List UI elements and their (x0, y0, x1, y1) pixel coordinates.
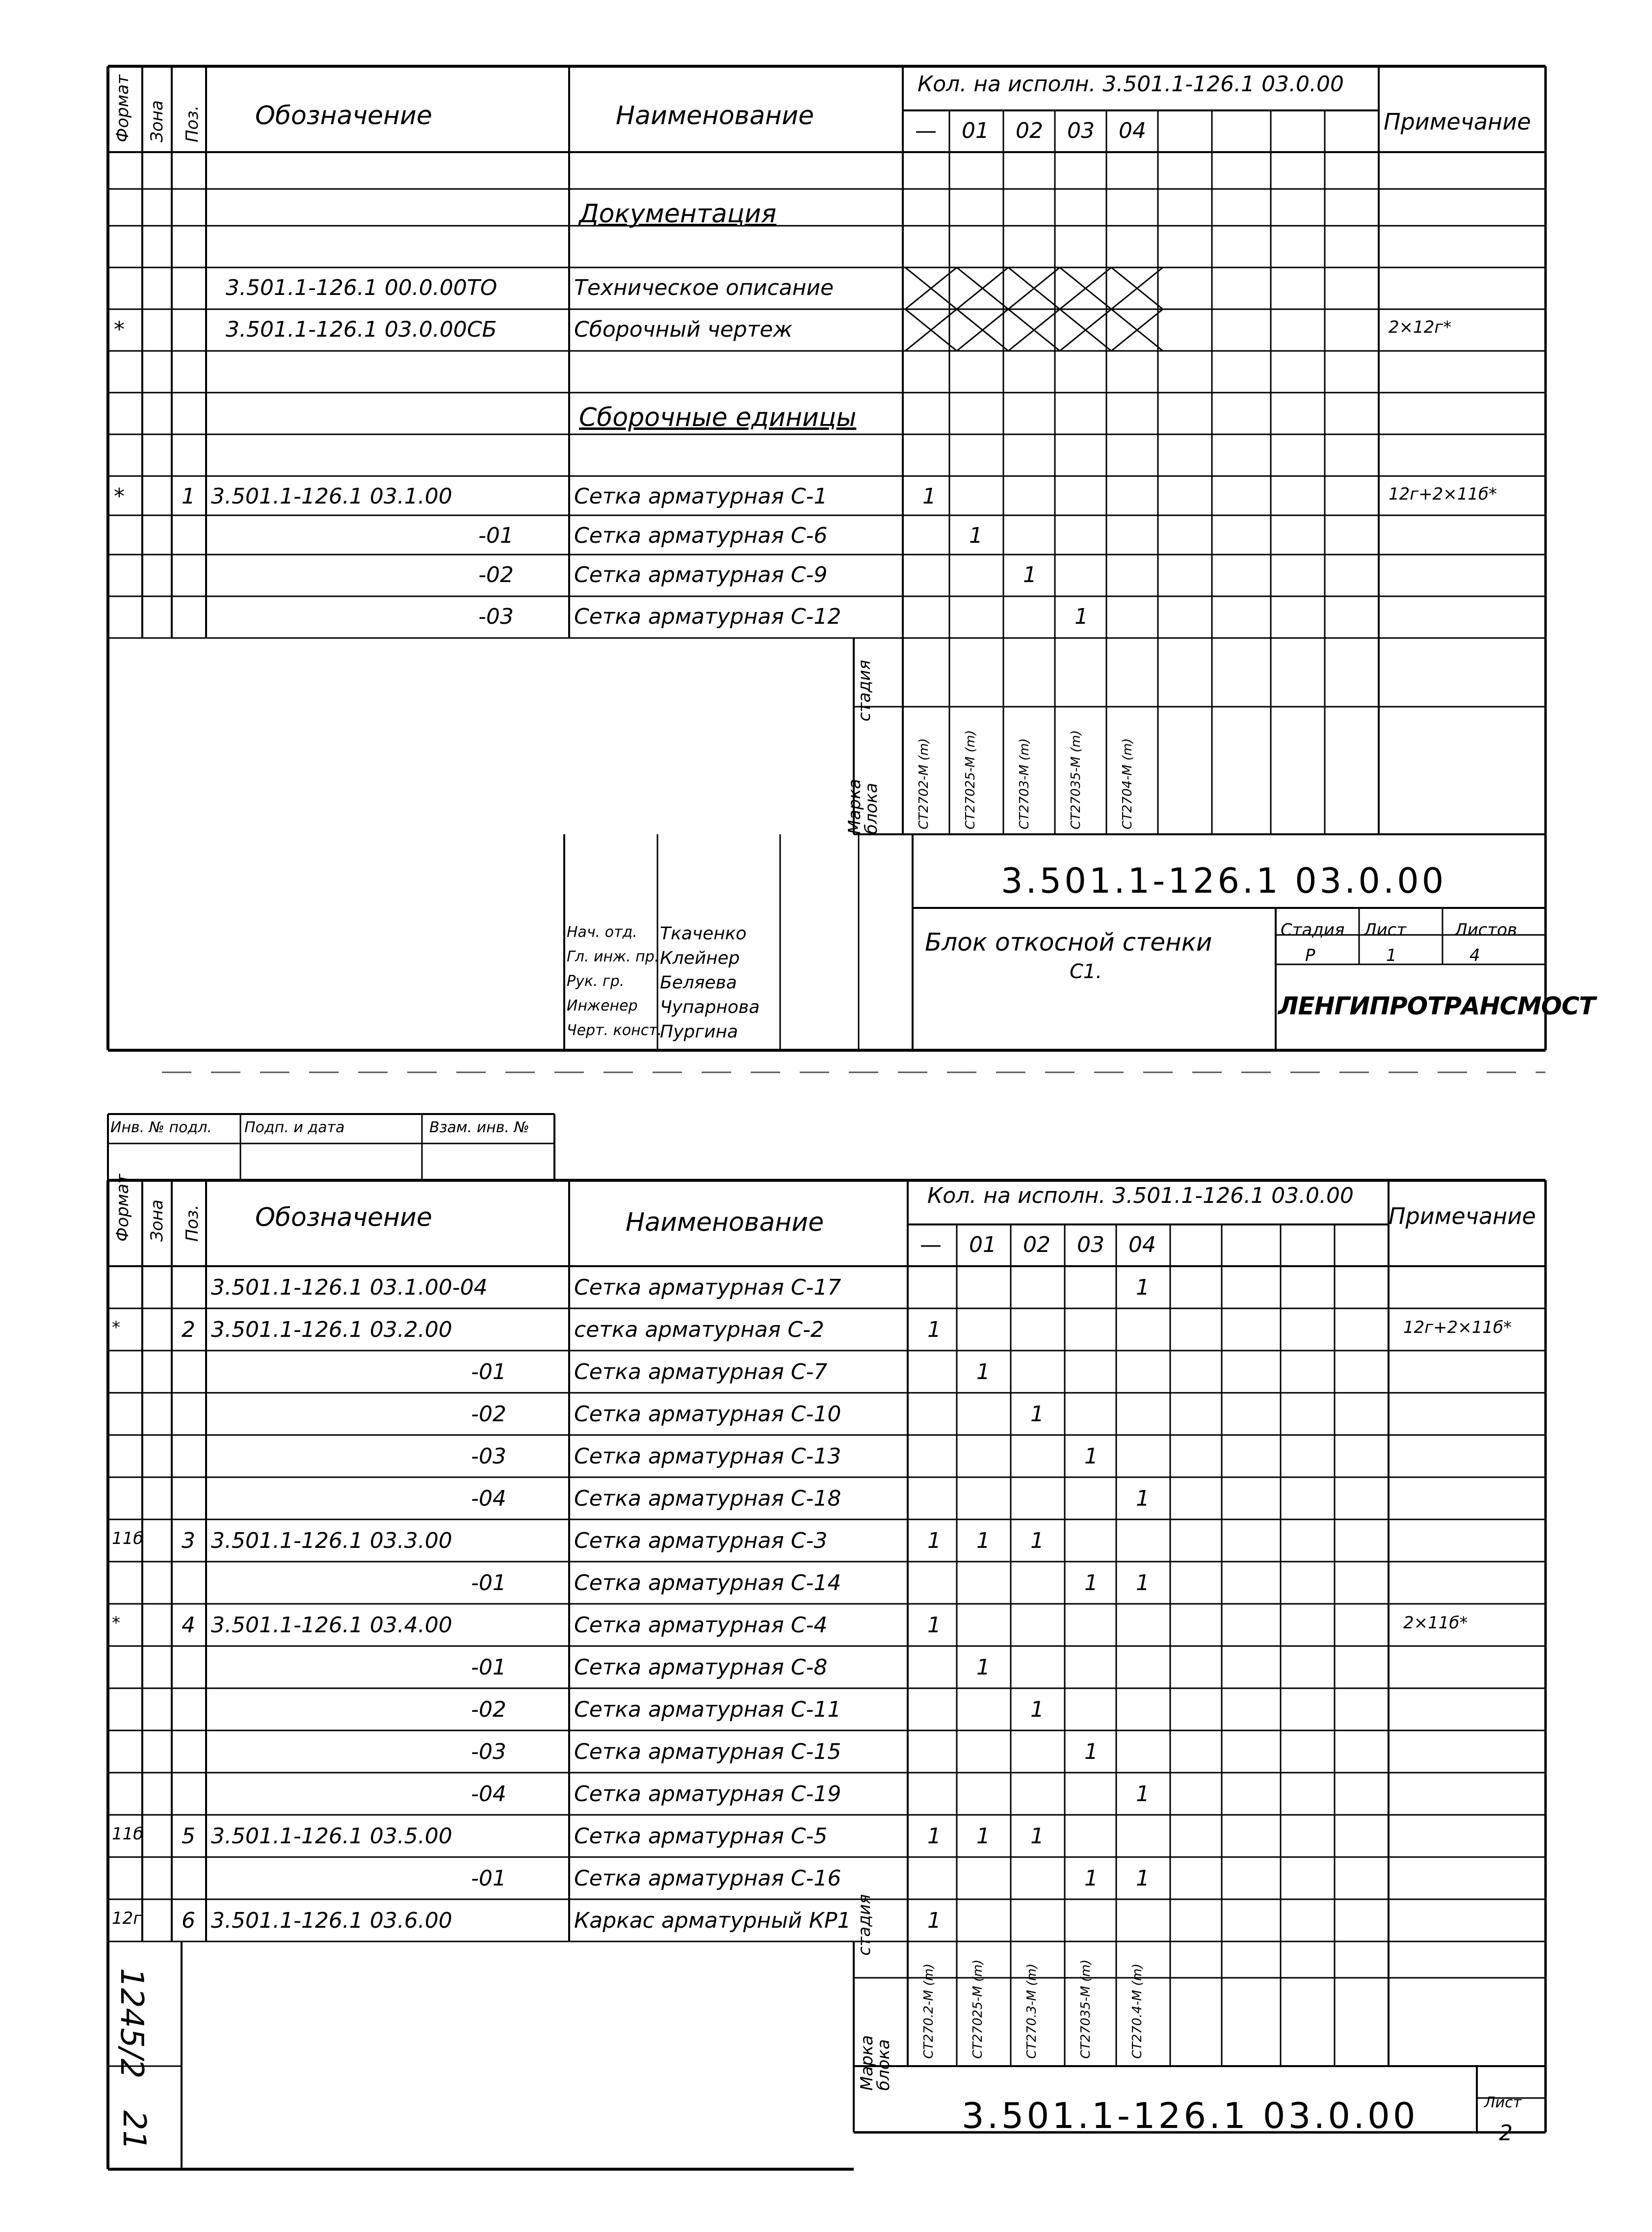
document-title: Блок откосной стенки (925, 928, 1212, 957)
row-note: 12г+2×11б* (1403, 1318, 1512, 1337)
row-name: Каркас арматурный КР1 (574, 1908, 851, 1933)
row-qty: 1 (1084, 1739, 1098, 1764)
qty-col-label: 01 (969, 1232, 996, 1257)
row-qty: 1 (1084, 1444, 1098, 1469)
row-qty: 1 (1030, 1697, 1044, 1722)
row-designation: 3.501.1-126.1 00.0.00ТО (226, 275, 498, 300)
row-designation: 3.501.1-126.1 03.1.00 (211, 484, 452, 509)
col-format-header-2: Формат (113, 1174, 132, 1242)
row-designation: -03 (478, 604, 514, 629)
row-designation: -03 (471, 1444, 506, 1469)
row-name: Сетка арматурная С-12 (574, 604, 841, 629)
row-name: Сборочный чертеж (574, 317, 793, 342)
sheet-header: Лист (1364, 920, 1407, 940)
row-note: 2×11б* (1403, 1613, 1468, 1633)
row-name: Сетка арматурная С-3 (574, 1528, 828, 1553)
col-zone-header: Зона (147, 100, 167, 142)
row-name: Сетка арматурная С-8 (574, 1655, 828, 1680)
row-name: Сетка арматурная С-7 (574, 1359, 828, 1384)
row-name: Сетка арматурная С-1 (574, 484, 828, 509)
block-mark: СТ27025-М (m) (970, 1959, 985, 2059)
row-name: Сетка арматурная С-4 (574, 1613, 828, 1638)
stage-label-2: стадия (855, 1894, 874, 1956)
block-mark: СТ270.4-М (m) (1130, 1963, 1145, 2059)
row-qty: 1 (976, 1528, 990, 1553)
block-mark-label: Марка блока (845, 778, 881, 834)
signer-name: Пургина (660, 1022, 738, 1042)
row-designation: -01 (471, 1655, 506, 1680)
row-designation: 3.501.1-126.1 03.6.00 (211, 1908, 452, 1933)
row-qty: 1 (1075, 604, 1088, 629)
qty-header-2: Кол. на исполн. 3.501.1-126.1 03.0.00 (927, 1183, 1354, 1208)
block-mark: СТ27035-М (m) (1069, 730, 1083, 829)
block-mark: СТ2704-М (m) (1120, 738, 1135, 829)
row-qty: 1 (969, 523, 983, 548)
signer-name: Клейнер (660, 948, 740, 968)
qty-header: Кол. на исполн. 3.501.1-126.1 03.0.00 (918, 72, 1344, 97)
row-format: 11б (112, 1529, 144, 1548)
row-qty: 1 (922, 484, 936, 509)
organization: ЛЕНГИПРОТРАНСМОСТ (1278, 992, 1596, 1020)
row-qty: 1 (1084, 1570, 1098, 1595)
row-designation: 3.501.1-126.1 03.0.00СБ (226, 317, 497, 342)
qty-col-label: — (915, 118, 937, 143)
row-name: Документация (579, 199, 777, 229)
row-designation: -02 (471, 1402, 506, 1427)
stage-value: Р (1305, 946, 1315, 965)
row-qty: 1 (927, 1528, 941, 1553)
row-qty: 1 (1084, 1866, 1098, 1891)
sheet-value-2: 2 (1499, 2121, 1513, 2146)
row-qty: 1 (976, 1655, 990, 1680)
row-qty: 1 (976, 1359, 990, 1384)
block-mark: СТ2703-М (m) (1017, 738, 1032, 829)
col-note-header: Примечание (1384, 108, 1531, 135)
row-name: Сборочные единицы (579, 403, 857, 432)
row-qty: 1 (1030, 1824, 1044, 1849)
row-qty: 1 (927, 1613, 941, 1638)
document-code: 3.501.1-126.1 03.0.00 (1001, 861, 1447, 901)
block-mark: СТ270.3-М (m) (1024, 1963, 1039, 2059)
col-name-header-2: Наименование (626, 1208, 824, 1237)
row-qty: 1 (1030, 1528, 1044, 1553)
qty-col-label: 02 (1016, 118, 1043, 143)
row-designation: 3.501.1-126.1 03.4.00 (211, 1613, 452, 1638)
row-name: Сетка арматурная С-5 (574, 1824, 828, 1849)
qty-col-label: 04 (1119, 118, 1146, 143)
signer-role: Рук. гр. (567, 973, 625, 990)
stamp-inv-number: Инв. № подл. (110, 1119, 212, 1136)
signer-name: Чупарнова (660, 997, 760, 1017)
stage-label: стадия (855, 660, 874, 721)
col-name-header: Наименование (616, 101, 814, 131)
row-position: 5 (182, 1824, 195, 1849)
row-note: 2×12г* (1389, 318, 1452, 337)
row-position: 1 (182, 484, 195, 509)
row-format: * (112, 1318, 120, 1337)
row-name: Сетка арматурная С-16 (574, 1866, 841, 1891)
row-designation: -04 (471, 1781, 506, 1807)
row-name: Сетка арматурная С-17 (574, 1275, 841, 1300)
row-designation: -02 (478, 562, 514, 587)
row-position: 6 (182, 1908, 195, 1933)
row-position: 3 (182, 1528, 195, 1553)
row-name: сетка арматурная С-2 (574, 1317, 824, 1342)
row-qty: 1 (1023, 562, 1037, 587)
document-subtitle: С1. (1070, 960, 1102, 983)
row-name: Сетка арматурная С-18 (574, 1486, 841, 1511)
row-qty: 1 (976, 1824, 990, 1849)
row-designation: -01 (471, 1570, 506, 1595)
qty-col-label: — (920, 1232, 942, 1257)
qty-col-label: 02 (1023, 1232, 1050, 1257)
stamp-sign-date: Подп. и дата (244, 1119, 345, 1136)
signer-role: Нач. отд. (567, 924, 637, 941)
signer-name: Ткаченко (660, 924, 747, 944)
col-pos-header-2: Поз. (183, 1204, 202, 1242)
row-qty: 1 (1136, 1866, 1150, 1891)
signer-role: Гл. инж. пр. (567, 948, 659, 965)
signer-role: Инженер (567, 997, 638, 1014)
row-qty: 1 (1136, 1275, 1150, 1300)
sheet-header-2: Лист (1484, 2094, 1522, 2111)
row-designation: -01 (471, 1359, 506, 1384)
row-qty: 1 (927, 1317, 941, 1342)
row-designation: 3.501.1-126.1 03.2.00 (211, 1317, 452, 1342)
block-mark-label-2: Марка блока (857, 2035, 893, 2091)
sheet-value: 1 (1386, 946, 1397, 965)
row-name: Сетка арматурная С-13 (574, 1444, 841, 1469)
row-designation: 3.501.1-126.1 03.3.00 (211, 1528, 452, 1553)
side-number-1245: 1245/2 (113, 1968, 150, 2079)
block-mark: СТ27035-М (m) (1078, 1959, 1093, 2059)
stage-header: Стадия (1281, 920, 1345, 940)
side-number-21: 21 (116, 2110, 152, 2151)
block-mark: СТ2702-М (m) (917, 738, 931, 829)
row-name: Сетка арматурная С-11 (574, 1697, 841, 1722)
row-designation: -01 (471, 1866, 506, 1891)
sheets-header: Листов (1455, 920, 1518, 940)
row-name: Сетка арматурная С-14 (574, 1570, 841, 1595)
signer-role: Черт. конст. (567, 1022, 662, 1039)
row-format: 12г (112, 1909, 142, 1928)
row-designation: 3.501.1-126.1 03.1.00-04 (211, 1275, 488, 1300)
row-format: * (112, 1613, 120, 1633)
row-name: Техническое описание (574, 275, 834, 300)
qty-col-label: 01 (962, 118, 989, 143)
document-code-2: 3.501.1-126.1 03.0.00 (962, 2095, 1418, 2136)
row-qty: 1 (927, 1908, 941, 1933)
row-position: 4 (182, 1613, 195, 1638)
col-pos-header: Поз. (183, 105, 202, 142)
qty-col-label: 03 (1067, 118, 1095, 143)
qty-col-label: 04 (1128, 1232, 1156, 1257)
row-name: Сетка арматурная С-19 (574, 1781, 841, 1807)
stamp-replaced-inv: Взам. инв. № (429, 1119, 529, 1136)
row-name: Сетка арматурная С-6 (574, 523, 828, 548)
row-position: 2 (182, 1317, 195, 1342)
row-qty: 1 (1136, 1486, 1150, 1511)
row-note: 12г+2×11б* (1389, 484, 1497, 504)
row-format: * (114, 484, 125, 509)
block-mark: СТ270.2-М (m) (921, 1963, 936, 2059)
block-mark: СТ27025-М (m) (963, 730, 978, 829)
sheets-value: 4 (1469, 946, 1480, 965)
row-qty: 1 (1136, 1570, 1150, 1595)
col-designation-header: Обозначение (255, 101, 432, 131)
row-name: Сетка арматурная С-9 (574, 562, 828, 587)
row-qty: 1 (1030, 1402, 1044, 1427)
row-designation: -03 (471, 1739, 506, 1764)
col-note-header-2: Примечание (1389, 1203, 1536, 1229)
row-format: * (114, 317, 125, 342)
col-designation-header-2: Обозначение (255, 1203, 432, 1232)
row-designation: -04 (471, 1486, 506, 1511)
row-name: Сетка арматурная С-15 (574, 1739, 841, 1764)
col-format-header: Формат (113, 75, 132, 142)
row-designation: 3.501.1-126.1 03.5.00 (211, 1824, 452, 1849)
row-qty: 1 (1136, 1781, 1150, 1807)
row-designation: -02 (471, 1697, 506, 1722)
row-designation: -01 (478, 523, 514, 548)
qty-col-label: 03 (1077, 1232, 1104, 1257)
col-zone-header-2: Зона (147, 1199, 167, 1242)
row-name: Сетка арматурная С-10 (574, 1402, 841, 1427)
signer-name: Беляева (660, 973, 737, 993)
row-format: 11б (112, 1824, 144, 1844)
row-qty: 1 (927, 1824, 941, 1849)
